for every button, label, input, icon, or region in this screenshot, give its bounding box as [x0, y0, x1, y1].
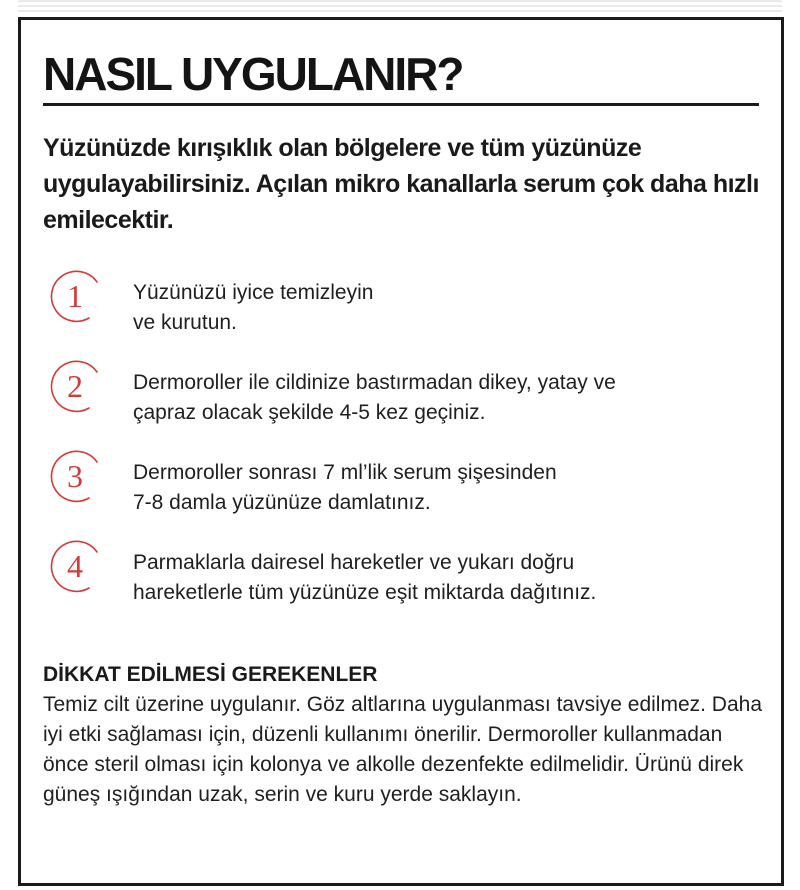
instructions-card	[18, 17, 784, 886]
steps-list	[43, 268, 763, 628]
step-item-2	[43, 358, 763, 448]
step-item-4	[43, 538, 763, 628]
step-text-line: Dermoroller ile cildinize bastırmadan dikey, yatay ve	[133, 371, 616, 394]
step-text-line: ve kurutun.	[133, 311, 237, 334]
warnings-paragraph: Temiz cilt üzerine uygulanır. Göz altlarına uygulanması tavsiye edilmez. Daha iyi etki sağlaması için, düzenli kullanımı önerilir. Dermoroller kullanmadan önce steril olması için kolonya ve alkolle dezenfekte edilmelidir. Ürünü direk güneş ışığından uzak, serin ve kuru yerde saklayın.	[43, 693, 763, 806]
step-item-3	[43, 448, 763, 538]
title-underline	[43, 103, 759, 106]
step-text	[133, 368, 753, 428]
step-text	[133, 548, 753, 608]
step-text-line: çapraz olacak şekilde 4-5 kez geçiniz.	[133, 401, 486, 424]
page-title: NASIL UYGULANIR?	[43, 48, 463, 100]
step-text	[133, 458, 753, 518]
step-number-badge	[45, 266, 105, 326]
step-text-line: hareketlerle tüm yüzünüze eşit miktarda dağıtınız.	[133, 581, 597, 604]
warnings-heading: DİKKAT EDİLMESİ GEREKENLER	[43, 663, 378, 686]
step-text	[133, 278, 753, 338]
step-text-line: Parmaklarla dairesel hareketler ve yukarı doğru	[133, 551, 575, 574]
step-number-badge	[45, 356, 105, 416]
step-number: 4	[67, 548, 83, 584]
step-text-line: 7-8 damla yüzünüze damlatınız.	[133, 491, 431, 514]
top-divider-strip	[18, 0, 782, 14]
step-number: 1	[67, 278, 83, 314]
intro-paragraph: Yüzünüzde kırışıklık olan bölgelere ve tüm yüzünüze uygulayabilirsiniz. Açılan mikro kanallarla serum çok daha hızlı emilecektir.	[43, 134, 759, 234]
step-number-badge	[45, 446, 105, 506]
step-number: 3	[67, 458, 83, 494]
step-text-line: Yüzünüzü iyice temizleyin	[133, 281, 374, 304]
step-number: 2	[67, 368, 83, 404]
step-item-1	[43, 268, 763, 358]
step-number-badge	[45, 536, 105, 596]
step-text-line: Dermoroller sonrası 7 ml’lik serum şişesinden	[133, 461, 557, 484]
